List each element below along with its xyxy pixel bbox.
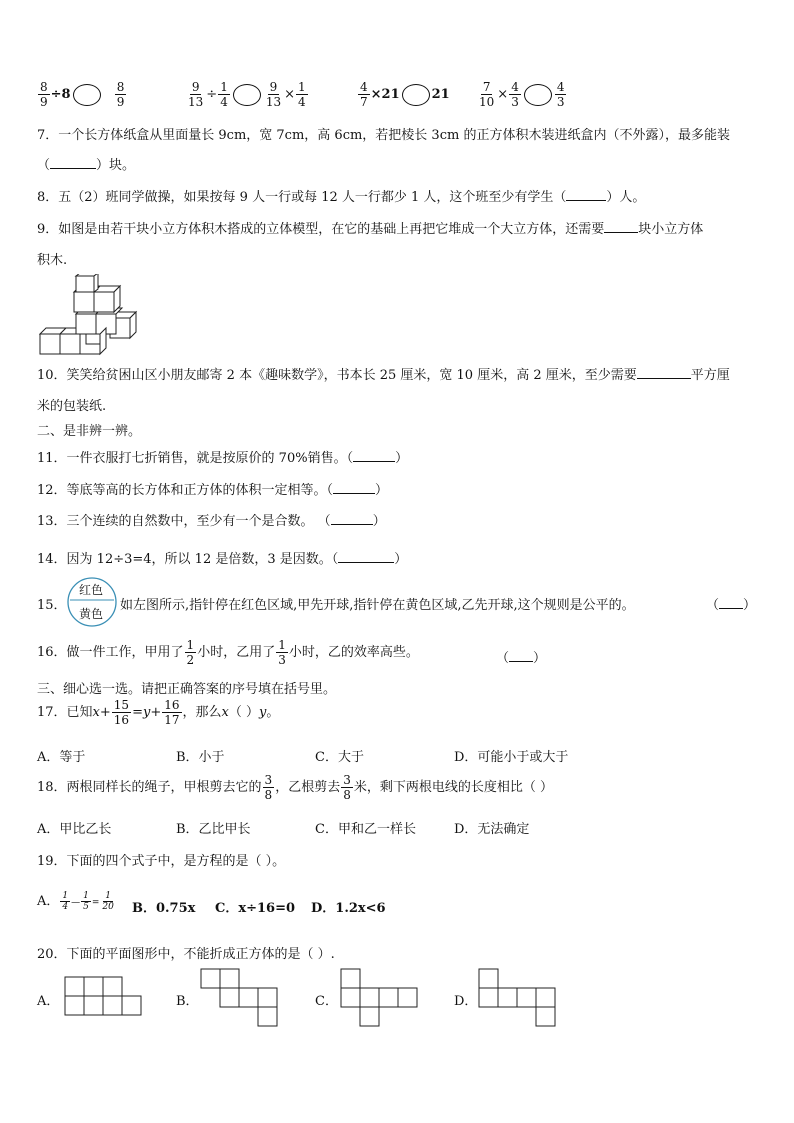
question-13: 13．三个连续的自然数中，至少有一个是合数。 （ ） xyxy=(37,514,386,529)
question-15-text: 如左图所示,指针停在红色区域,甲先开球,指针停在黄色区域,乙先开球,这个规则是公平的。 xyxy=(120,598,635,613)
operator: × xyxy=(284,87,296,102)
q17-option-d[interactable]: D．可能小于或大于 xyxy=(454,750,569,765)
question-7-line1: 7．一个长方体纸盒从里面量长 9cm，宽 7cm，高 6cm，若把棱长 3cm 的正方体积木装进纸盒内（不外露），最多能装 xyxy=(37,128,730,143)
question-18: 18．两根同样长的绳子，甲根剪去它的 $\frac{3}{8}$ ，乙根剪去 $\frac{3}{8}$ 米，剩下两根电线的长度相比（ ） xyxy=(37,773,553,802)
red-region-label: 红色 xyxy=(79,583,104,597)
q18-option-a[interactable]: A．甲比乙长 xyxy=(37,822,112,837)
q19-option-c[interactable]: C．x÷16=0 xyxy=(215,901,296,916)
q17-option-a[interactable]: A．等于 xyxy=(37,750,86,765)
operator: ×21 xyxy=(370,87,400,102)
answer-blank[interactable] xyxy=(353,461,395,462)
answer-blank[interactable] xyxy=(604,232,638,233)
q19-option-d[interactable]: D．1.2x<6 xyxy=(311,901,386,916)
question-15-number: 15． xyxy=(37,598,67,613)
answer-circle[interactable] xyxy=(73,84,101,106)
answer-circle[interactable] xyxy=(402,84,430,106)
q20-option-b[interactable]: B． xyxy=(176,994,199,1009)
question-7-line2: （ ）块。 xyxy=(37,158,136,173)
answer-blank[interactable] xyxy=(50,168,96,169)
q20-net-d xyxy=(478,968,558,1028)
question-9-line1: 9．如图是由若干块小立方体积木搭成的立体模型，在它的基础上再把它堆成一个大立方体，还需要 块小立方体 xyxy=(37,222,704,237)
q20-option-d[interactable]: D． xyxy=(454,994,478,1009)
question-14: 14．因为 12÷3=4，所以 12 是倍数，3 是因数。（ ） xyxy=(37,552,408,567)
q20-option-a[interactable]: A． xyxy=(37,994,60,1009)
question-20: 20．下面的平面图形中，不能折成正方体的是（ ）. xyxy=(37,947,335,962)
section-3-heading: 三、细心选一选。请把正确答案的序号填在括号里。 xyxy=(37,682,337,697)
q17-option-c[interactable]: C．大于 xyxy=(315,750,364,765)
fraction: $\frac{8}{9}$ xyxy=(116,80,125,109)
answer-blank[interactable] xyxy=(719,608,743,609)
q18-option-c[interactable]: C．甲和乙一样长 xyxy=(315,822,416,837)
question-8: 8．五（2）班同学做操，如果按每 9 人一行或每 12 人一行都少 1 人，这个班至少有学生（ ）人。 xyxy=(37,190,646,205)
q18-option-b[interactable]: B．乙比甲长 xyxy=(176,822,251,837)
question-19: 19．下面的四个式子中，是方程的是（ ）。 xyxy=(37,854,286,869)
answer-blank[interactable] xyxy=(338,562,394,563)
value: 21 xyxy=(431,87,450,102)
question-10-line2: 米的包装纸. xyxy=(37,399,107,414)
question-12: 12．等底等高的长方体和正方体的体积一定相等。（ ） xyxy=(37,483,389,498)
operator: ÷8 xyxy=(50,87,71,102)
operator: ÷ xyxy=(206,87,218,102)
comparison-2: $\frac{9}{13}$ ÷ $\frac{1}{4}$ $\frac{9}{13}$ × $\frac{1}{4}$ xyxy=(188,80,306,109)
question-11: 11．一件衣服打七折销售，就是按原价的 70%销售。（ ） xyxy=(37,451,409,466)
answer-blank[interactable] xyxy=(331,524,373,525)
q20-net-a xyxy=(64,976,144,1018)
answer-circle[interactable] xyxy=(524,84,552,106)
question-9-line2: 积木. xyxy=(37,253,68,268)
question-17: 17．已知x+ $\frac{15}{16}$ =y+ $\frac{16}{17}$ ，那么x（ ）y。 xyxy=(37,698,280,727)
answer-blank[interactable] xyxy=(333,493,375,494)
q17-option-b[interactable]: B．小于 xyxy=(176,750,225,765)
q18-option-d[interactable]: D．无法确定 xyxy=(454,822,530,837)
question-16: 16．做一件工作，甲用了 $\frac{1}{2}$ 小时，乙用了 $\frac{1}{3}$ 小时，乙的效率高些。 xyxy=(37,638,419,667)
answer-circle[interactable] xyxy=(233,84,261,106)
yellow-region-label: 黄色 xyxy=(79,607,104,621)
q19-option-a[interactable]: A． $\frac{1}{4}$ — $\frac{1}{5}$ = $\frac{1}{20}$ xyxy=(37,891,114,912)
q20-net-c xyxy=(340,968,420,1028)
comparison-4: $\frac{7}{10}$ × $\frac{4}{3}$ $\frac{4}{3}$ xyxy=(479,80,565,109)
answer-blank[interactable] xyxy=(566,200,606,201)
operator: × xyxy=(497,87,509,102)
q20-net-b xyxy=(200,968,280,1028)
answer-blank[interactable] xyxy=(637,378,691,379)
comparison-1 xyxy=(37,80,127,109)
q20-option-c[interactable]: C． xyxy=(315,994,338,1009)
fraction: $\frac{8}{9}$ xyxy=(40,80,48,109)
question-16-answer: （ ） xyxy=(496,651,547,666)
q19-option-b[interactable]: B．0.75x xyxy=(132,901,196,916)
comparison-3: $\frac{4}{7}$ ×21 21 xyxy=(360,80,450,109)
section-2-heading: 二、是非辨一辨。 xyxy=(37,424,142,439)
spinner-figure xyxy=(66,576,118,628)
question-10-line1: 10．笑笑给贫困山区小朋友邮寄 2 本《趣味数学》，书本长 25 厘米，宽 10 厘米，高 2 厘米，至少需要 平方厘 xyxy=(37,368,730,383)
cube-model-figure xyxy=(39,274,139,356)
question-15-answer: （ ） xyxy=(706,598,757,613)
answer-blank[interactable] xyxy=(509,661,533,662)
